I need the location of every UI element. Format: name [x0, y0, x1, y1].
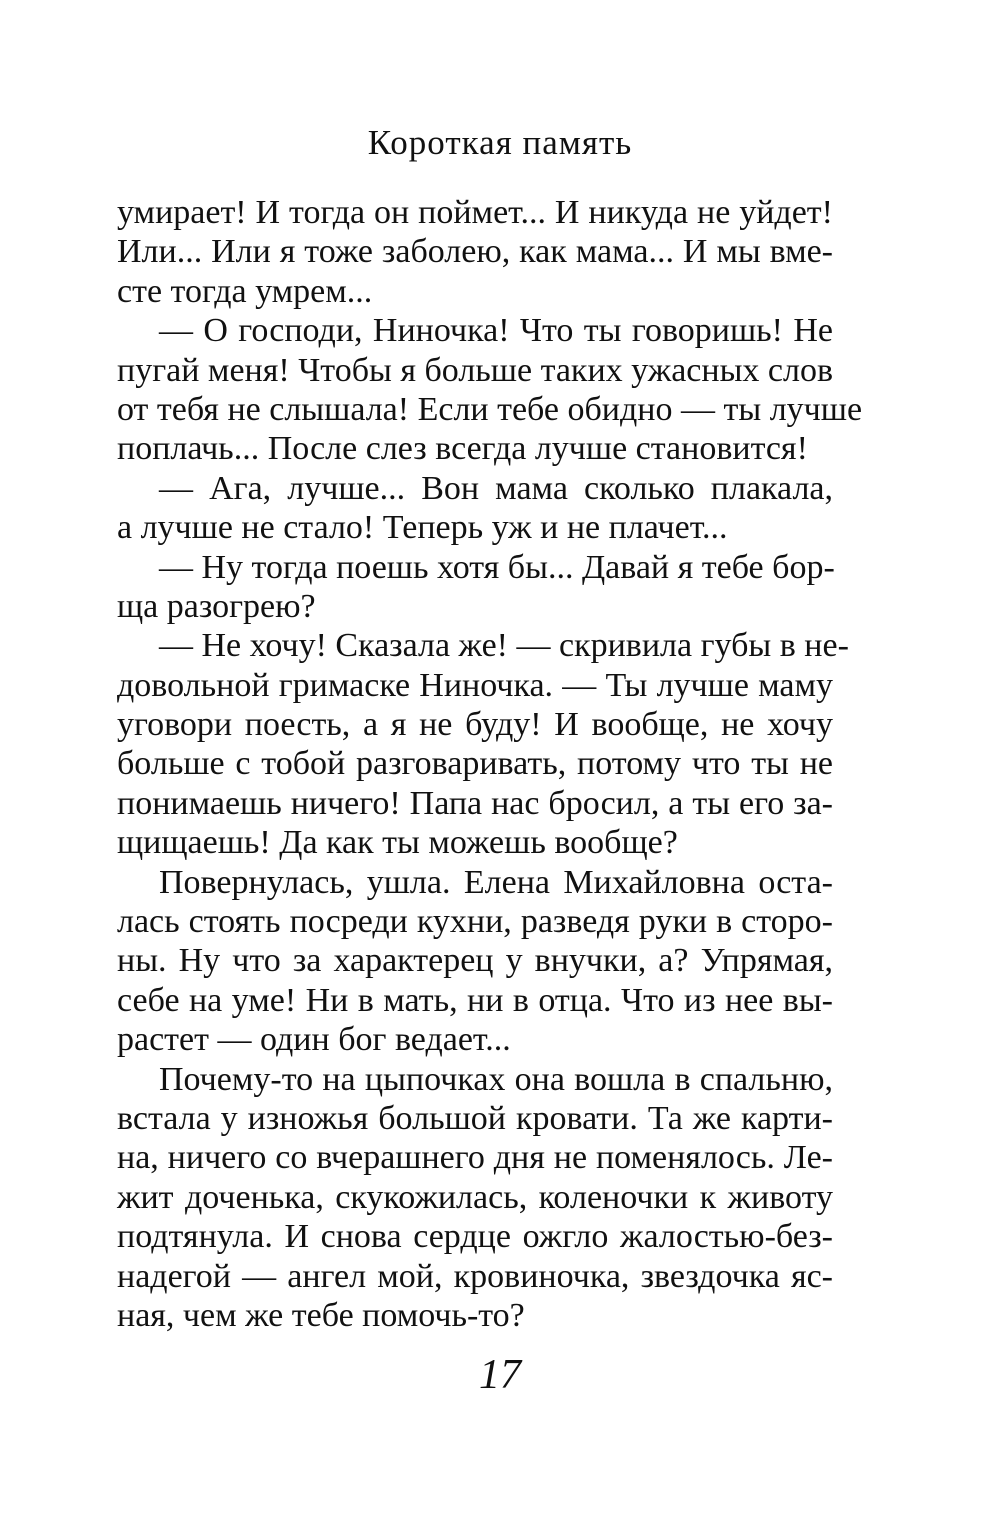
page-number: 17 [479, 1352, 521, 1398]
text-line: щищаешь! Да как ты можешь вообще? [117, 824, 678, 862]
text-line: — Ага, лучше... Вон мама сколько плакала, [159, 469, 833, 507]
text-line: лась стоять посреди кухни, разведя руки в сторо- [117, 903, 833, 941]
text-line: — Ну тогда поешь хотя бы... Давай я тебе бор- [159, 548, 835, 586]
text-line: поплачь... После слез всегда лучше становится! [117, 430, 808, 468]
text-line: а лучше не стало! Теперь уж и не плачет... [117, 509, 728, 547]
text-line: больше с тобой разговаривать, потому что ты не [117, 745, 833, 783]
text-line: Почему-то на цыпочках она вошла в спальню, [159, 1060, 833, 1098]
text-line: пугай меня! Чтобы я больше таких ужасных слов [117, 351, 834, 389]
text-line: сте тогда умрем... [117, 272, 373, 310]
text-line: ны. Ну что за характерец у внучки, а? Упрямая, [117, 942, 833, 980]
text-line: уговори поесть, а я не буду! И вообще, не хочу [117, 706, 833, 744]
body-text [117, 193, 863, 1335]
running-title: Короткая память [367, 123, 633, 162]
text-line: жит доченька, скукожилась, коленочки к животу [117, 1178, 833, 1216]
text-line: ная, чем же тебе помочь-то? [117, 1296, 525, 1334]
text-line: понимаешь ничего! Папа нас бросил, а ты его за- [117, 784, 833, 822]
text-line: Или... Или я тоже заболею, как мама... И мы вме- [117, 233, 833, 271]
text-line: умирает! И тогда он поймет... И никуда не уйдет! [117, 194, 833, 231]
text-line: Повернулась, ушла. Елена Михайловна оста- [159, 863, 833, 901]
text-line: на, ничего со вчерашнего дня не поменялось. Ле- [117, 1139, 833, 1177]
text-line: растет — один бог ведает... [117, 1021, 511, 1059]
text-line: — О господи, Ниночка! Что ты говоришь! Не [159, 312, 833, 350]
text-line: ща разогрею? [117, 587, 316, 625]
text-line: довольной гримаске Ниночка. — Ты лучше маму [117, 666, 833, 704]
text-line: — Не хочу! Сказала же! — скривила губы в не- [159, 627, 849, 665]
text-line: надегой — ангел мой, кровиночка, звездочка яс- [117, 1257, 833, 1295]
text-line: подтянула. И снова сердце ожгло жалостью-без- [117, 1218, 833, 1256]
text-line: себе на уме! Ни в мать, ни в отца. Что из нее вы- [117, 981, 833, 1019]
text-line: от тебя не слышала! Если тебе обидно — ты лучше [117, 390, 863, 428]
text-line: встала у изножья большой кровати. Та же карти- [117, 1099, 833, 1137]
